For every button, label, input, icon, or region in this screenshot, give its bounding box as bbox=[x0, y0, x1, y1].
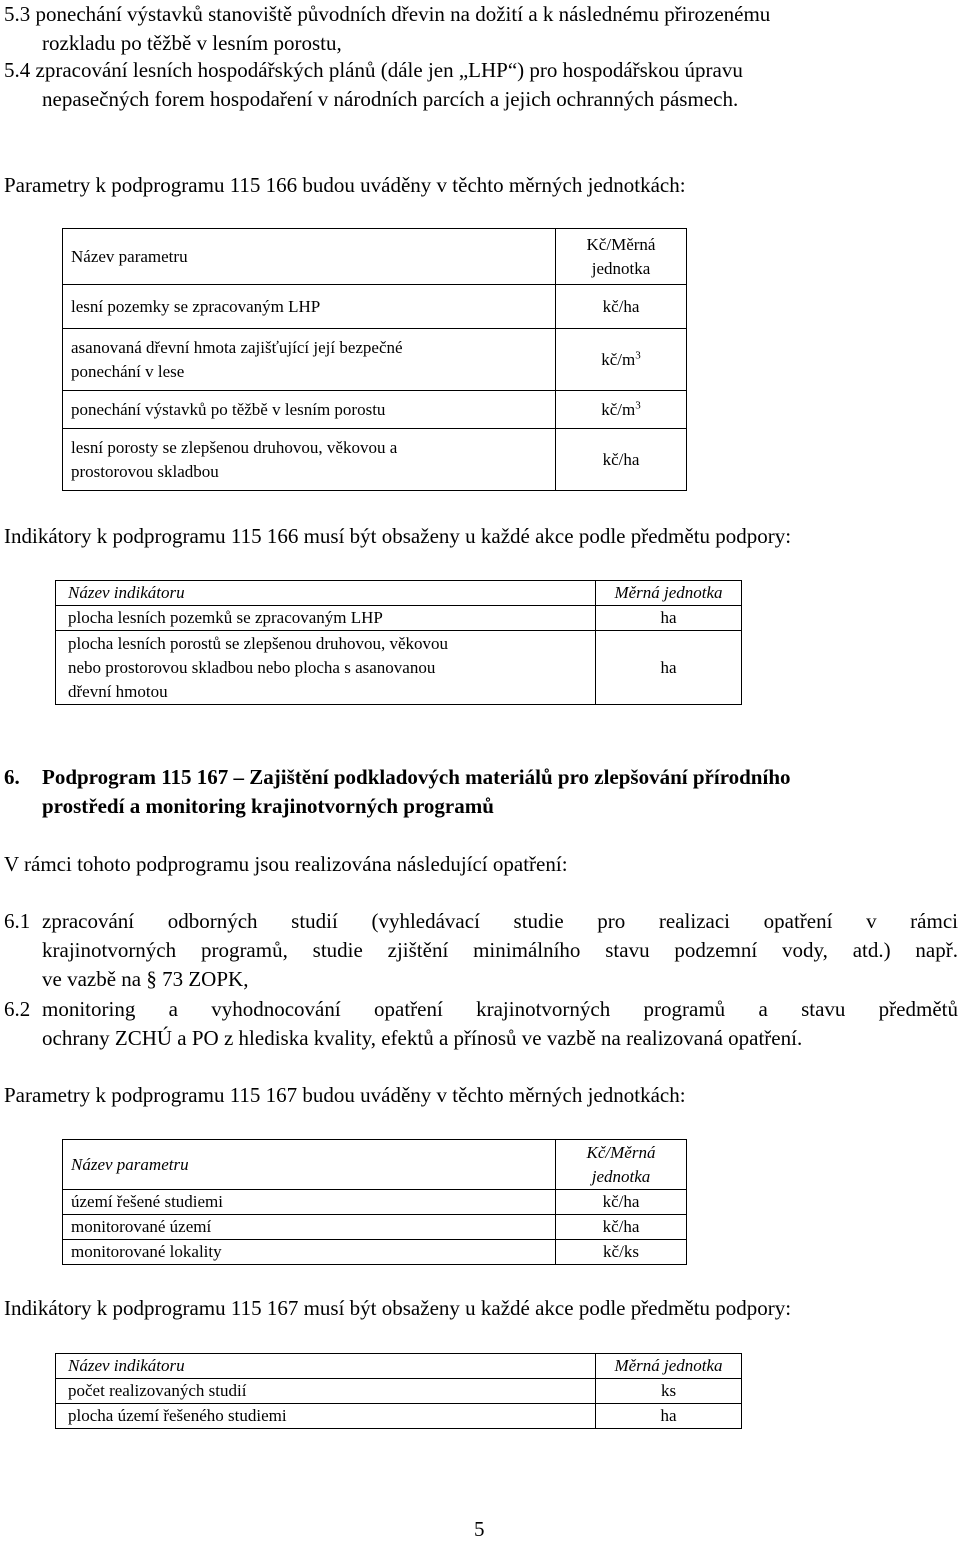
cell-line: ponechání v lese bbox=[71, 361, 185, 381]
table-row bbox=[56, 631, 742, 705]
cell-line: prostorovou skladbou bbox=[71, 461, 219, 481]
cell-name: plocha lesních pozemků se zpracovaným LHP bbox=[56, 606, 596, 631]
params-166-intro: Parametry k podprogramu 115 166 budou uváděny v těchto měrných jednotkách: bbox=[4, 173, 686, 197]
indicators-167-intro: Indikátory k podprogramu 115 167 musí být obsaženy u každé akce podle předmětu podpory: bbox=[4, 1296, 792, 1320]
list-number: 6.1 bbox=[4, 909, 31, 933]
cell-unit: ha bbox=[596, 1404, 742, 1429]
cell-name bbox=[63, 329, 556, 391]
cell-name: počet realizovaných studií bbox=[56, 1379, 596, 1404]
params-167-table bbox=[62, 1139, 687, 1265]
list-text-line: zpracování odborných studií (vyhledávací studie pro realizaci opatření v rámci bbox=[42, 909, 958, 933]
header-unit-line: jednotka bbox=[591, 258, 651, 278]
list-item-5-3 bbox=[4, 0, 958, 58]
cell-unit: ks bbox=[596, 1379, 742, 1404]
section-title-line: prostředí a monitoring krajinotvorných programů bbox=[42, 794, 494, 818]
cell-unit: kč/ha bbox=[556, 285, 687, 329]
header-unit-line: Kč/Měrná bbox=[586, 1142, 656, 1162]
cell-unit bbox=[556, 329, 687, 391]
cell-unit: ha bbox=[596, 606, 742, 631]
cell-unit: kč/ha bbox=[556, 1190, 687, 1215]
table-header-name: Název parametru bbox=[63, 1140, 556, 1190]
page-number: 5 bbox=[474, 1517, 485, 1541]
table-header-name: Název indikátoru bbox=[56, 1354, 596, 1379]
cell-name: plocha území řešeného studiemi bbox=[56, 1404, 596, 1429]
params-167-intro: Parametry k podprogramu 115 167 budou uváděny v těchto měrných jednotkách: bbox=[4, 1083, 686, 1107]
indicators-166-table bbox=[55, 580, 742, 705]
cell-unit: ha bbox=[596, 631, 742, 705]
list-number: 5.4 bbox=[4, 58, 31, 82]
table-row bbox=[63, 429, 687, 491]
table-row bbox=[63, 1215, 687, 1240]
table-header-unit: Měrná jednotka bbox=[596, 1354, 742, 1379]
unit-superscript: 3 bbox=[635, 398, 641, 411]
cell-name: ponechání výstavků po těžbě v lesním porostu bbox=[63, 391, 556, 429]
table-row bbox=[63, 329, 687, 391]
params-166-table bbox=[62, 228, 687, 491]
cell-line: asanovaná dřevní hmota zajišťující její bezpečné bbox=[71, 337, 403, 357]
list-item-6-1 bbox=[4, 907, 958, 994]
table-row bbox=[56, 606, 742, 631]
cell-name bbox=[56, 631, 596, 705]
cell-name: monitorované území bbox=[63, 1215, 556, 1240]
cell-unit: kč/ha bbox=[556, 429, 687, 491]
cell-unit: kč/ha bbox=[556, 1215, 687, 1240]
list-text-line: ve vazbě na § 73 ZOPK, bbox=[42, 967, 249, 991]
list-text-line: monitoring a vyhodnocování opatření krajinotvorných programů a stavu předmětů bbox=[42, 997, 958, 1021]
section-number: 6. bbox=[4, 765, 20, 789]
unit-superscript: 3 bbox=[635, 348, 641, 361]
list-number: 6.2 bbox=[4, 997, 31, 1021]
unit-text: kč/m bbox=[601, 349, 636, 369]
cell-name bbox=[63, 429, 556, 491]
unit-text: kč/m bbox=[601, 399, 636, 419]
list-text-line: ochrany ZCHÚ a PO z hlediska kvality, efektů a přínosů ve vazbě na realizovaná opatření. bbox=[42, 1026, 803, 1050]
section-6-heading bbox=[4, 763, 958, 821]
header-unit-line: Kč/Měrná bbox=[586, 234, 656, 254]
cell-line: lesní porosty se zlepšenou druhovou, věkovou a bbox=[71, 437, 398, 457]
list-text-line: zpracování lesních hospodářských plánů (dále jen „LHP“) pro hospodářskou úpravu bbox=[35, 58, 743, 82]
list-text-line: ponechání výstavků stanoviště původních dřevin na dožití a k následnému přirozenému bbox=[35, 2, 771, 26]
table-row bbox=[63, 1190, 687, 1215]
cell-name: lesní pozemky se zpracovaným LHP bbox=[63, 285, 556, 329]
list-text-line: rozkladu po těžbě v lesním porostu, bbox=[42, 31, 342, 55]
indicators-167-table bbox=[55, 1353, 742, 1429]
list-text-line: krajinotvorných programů, studie zjištění minimálního stavu podzemní vody, atd.) např. bbox=[42, 938, 958, 962]
table-header-name: Název indikátoru bbox=[56, 581, 596, 606]
list-number: 5.3 bbox=[4, 2, 31, 26]
indicators-166-intro: Indikátory k podprogramu 115 166 musí být obsaženy u každé akce podle předmětu podpory: bbox=[4, 524, 792, 548]
table-row bbox=[63, 285, 687, 329]
cell-name: monitorované lokality bbox=[63, 1240, 556, 1265]
section-6-intro: V rámci tohoto podprogramu jsou realizována následující opatření: bbox=[4, 852, 568, 876]
cell-unit bbox=[556, 391, 687, 429]
header-unit-line: jednotka bbox=[591, 1166, 651, 1186]
list-text-line: nepasečných forem hospodaření v národních parcích a jejich ochranných pásmech. bbox=[42, 87, 739, 111]
list-item-6-2 bbox=[4, 995, 958, 1053]
table-header-unit bbox=[556, 229, 687, 285]
table-header-unit bbox=[556, 1140, 687, 1190]
table-row bbox=[63, 1240, 687, 1265]
table-header-unit: Měrná jednotka bbox=[596, 581, 742, 606]
section-title-line bbox=[4, 763, 958, 792]
section-title-text: Podprogram 115 167 – Zajištění podkladových materiálů pro zlepšování přírodního bbox=[42, 765, 791, 789]
cell-unit: kč/ks bbox=[556, 1240, 687, 1265]
cell-line: nebo prostorovou skladbou nebo plocha s asanovanou bbox=[68, 657, 436, 677]
cell-name: území řešené studiemi bbox=[63, 1190, 556, 1215]
table-row bbox=[56, 1404, 742, 1429]
cell-line: dřevní hmotou bbox=[68, 681, 168, 701]
table-header-name: Název parametru bbox=[63, 229, 556, 285]
table-row bbox=[56, 1379, 742, 1404]
list-item-5-4 bbox=[4, 56, 958, 114]
cell-line: plocha lesních porostů se zlepšenou druhovou, věkovou bbox=[68, 633, 449, 653]
table-row bbox=[63, 391, 687, 429]
